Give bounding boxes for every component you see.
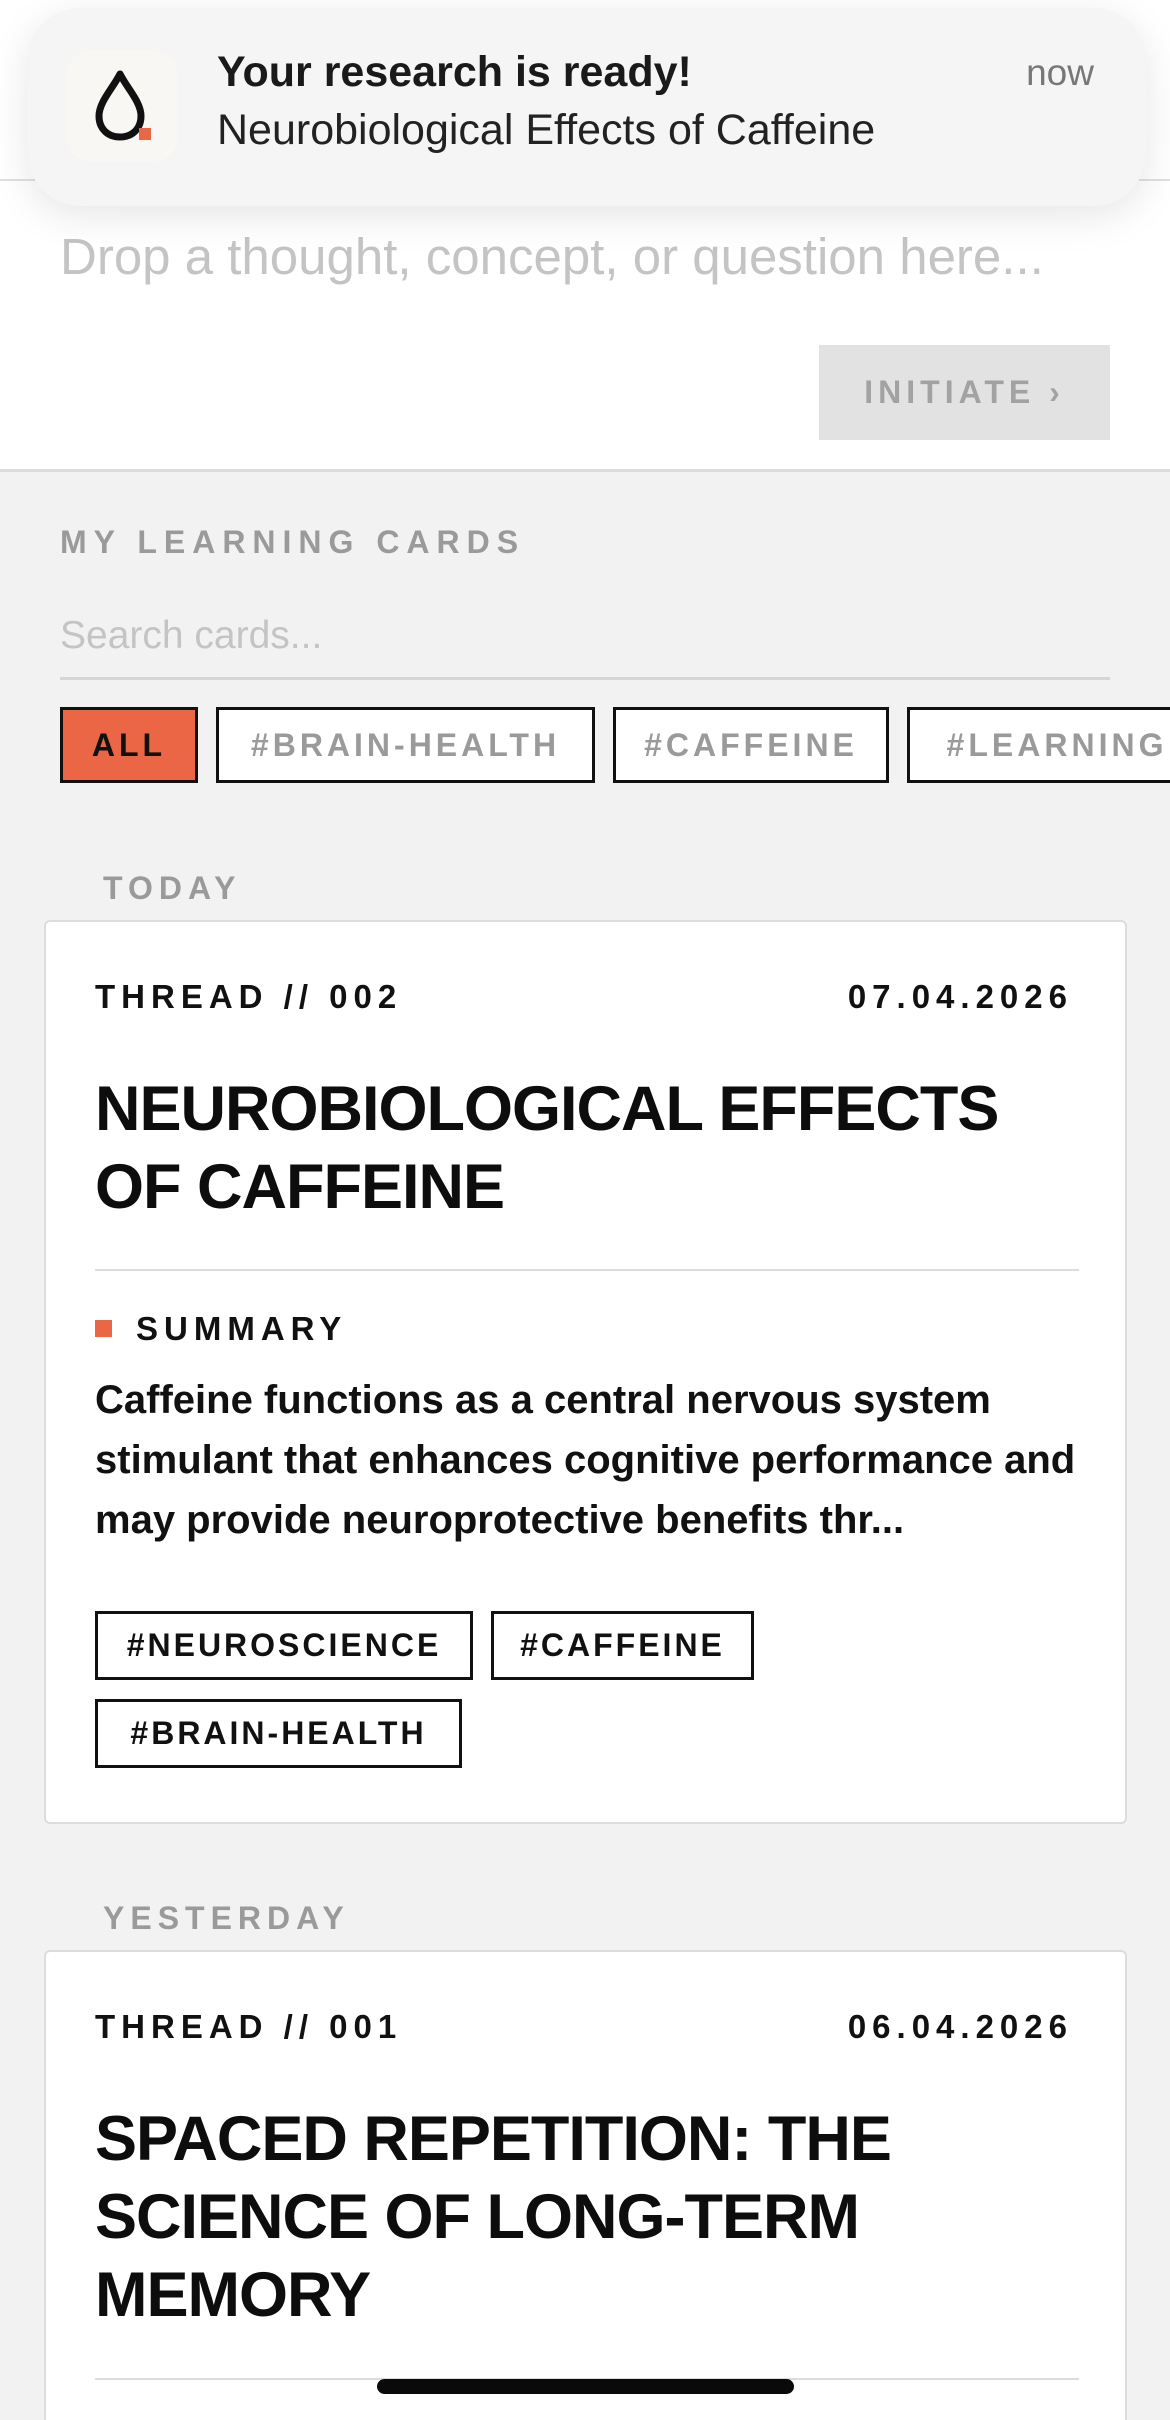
notification-title: Your research is ready! [217, 48, 692, 96]
drop-app-icon [66, 50, 178, 162]
thought-input[interactable] [60, 220, 1120, 292]
search-cards-input[interactable] [60, 608, 1110, 680]
notification-body: Neurobiological Effects of Caffeine [217, 106, 876, 154]
summary-label: SUMMARY [136, 1310, 348, 1347]
learning-card[interactable] [44, 1950, 1127, 2420]
day-label-yesterday: YESTERDAY [103, 1900, 350, 1936]
thread-number: THREAD // 001 [95, 2008, 403, 2045]
filter-chip-brain-health[interactable]: #BRAIN-HEALTH [216, 707, 595, 783]
filter-chip-learning[interactable]: #LEARNING [907, 707, 1170, 783]
card-tag-neuroscience[interactable]: #NEUROSCIENCE [95, 1611, 473, 1680]
card-tag-brain-health[interactable]: #BRAIN-HEALTH [95, 1699, 462, 1768]
initiate-button[interactable]: INITIATE › [819, 345, 1110, 440]
card-title: NEUROBIOLOGICAL EFFECTS OF CAFFEINE [95, 1074, 999, 1222]
thread-number: THREAD // 002 [95, 978, 403, 1015]
thread-date: 07.04.2026 [847, 978, 1073, 1015]
home-indicator[interactable] [377, 2379, 794, 2394]
day-label-today: TODAY [103, 870, 242, 906]
thread-date: 06.04.2026 [847, 2008, 1073, 2045]
card-tag-caffeine[interactable]: #CAFFEINE [491, 1611, 754, 1680]
card-divider [95, 1269, 1079, 1271]
filter-chip-all[interactable]: ALL [60, 707, 198, 783]
section-title: MY LEARNING CARDS [60, 524, 526, 560]
card-title: SPACED REPETITION: THE SCIENCE OF LONG-TERM MEMORY [95, 2104, 891, 2330]
notification-banner[interactable] [28, 8, 1146, 206]
filter-chip-caffeine[interactable]: #CAFFEINE [613, 707, 889, 783]
summary-square-icon [95, 1320, 112, 1337]
learning-card[interactable] [44, 920, 1127, 1824]
notification-time: now [1026, 52, 1094, 93]
summary-text: Caffeine functions as a central nervous system stimulant that enhances cognitive performance and may provide neuroprotective benefits thr... [95, 1378, 1076, 1542]
